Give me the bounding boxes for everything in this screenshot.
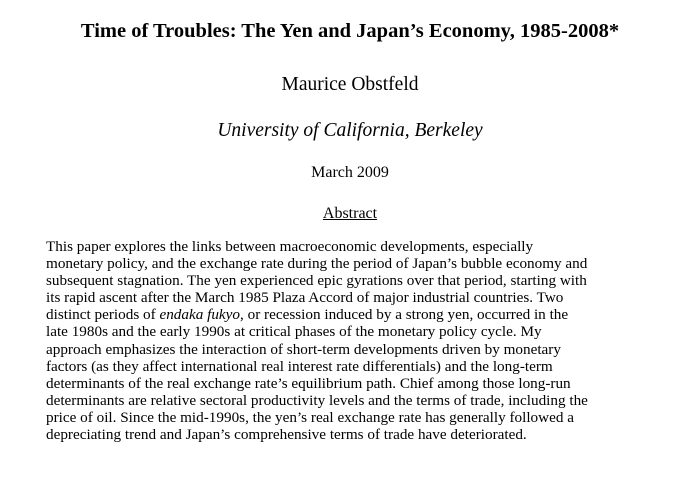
author-name: Maurice Obstfeld [281, 74, 419, 95]
abstract-line: determinants are relative sectoral productivity levels and the terms of trade, including the [46, 391, 588, 409]
paper-title: Time of Troubles: The Yen and Japan’s Economy, 1985-2008* [80, 20, 620, 42]
abstract-heading: Abstract [322, 205, 378, 222]
abstract-line: This paper explores the links between macroeconomic developments, especially [46, 238, 534, 255]
abstract-line: determinants of the real exchange rate’s equilibrium path. Chief among those long-run [46, 374, 571, 392]
abstract-line: price of oil. Since the mid-1990s, the yen’s real exchange rate has generally followed a [46, 408, 574, 426]
abstract-line: its rapid ascent after the March 1985 Plaza Accord of major industrial countries. Two [46, 289, 564, 307]
abstract-italic-term: endaka fukyo [159, 306, 241, 324]
abstract-text: , or recession induced by a strong yen, occurred in the [240, 306, 569, 324]
abstract-line: late 1980s and the early 1990s at critical phases of the monetary policy cycle. My [46, 323, 542, 341]
abstract-line: factors (as they affect international real interest rate differentials) and the long-term [46, 357, 553, 375]
abstract-line [46, 306, 686, 323]
abstract-heading-container [0, 204, 700, 224]
abstract-body [46, 238, 686, 443]
abstract-line: approach emphasizes the interaction of short-term developments driven by monetary [46, 340, 561, 358]
abstract-line: monetary policy, and the exchange rate during the period of Japan’s bubble economy and [46, 255, 588, 273]
abstract-text: distinct periods of [46, 306, 160, 324]
author-affiliation: University of California, Berkeley [217, 120, 483, 141]
abstract-line: depreciating trend and Japan’s comprehensive terms of trade have deteriorated. [46, 426, 527, 444]
publication-date: March 2009 [311, 164, 389, 181]
abstract-line: subsequent stagnation. The yen experienced epic gyrations over that period, starting with [46, 272, 587, 290]
